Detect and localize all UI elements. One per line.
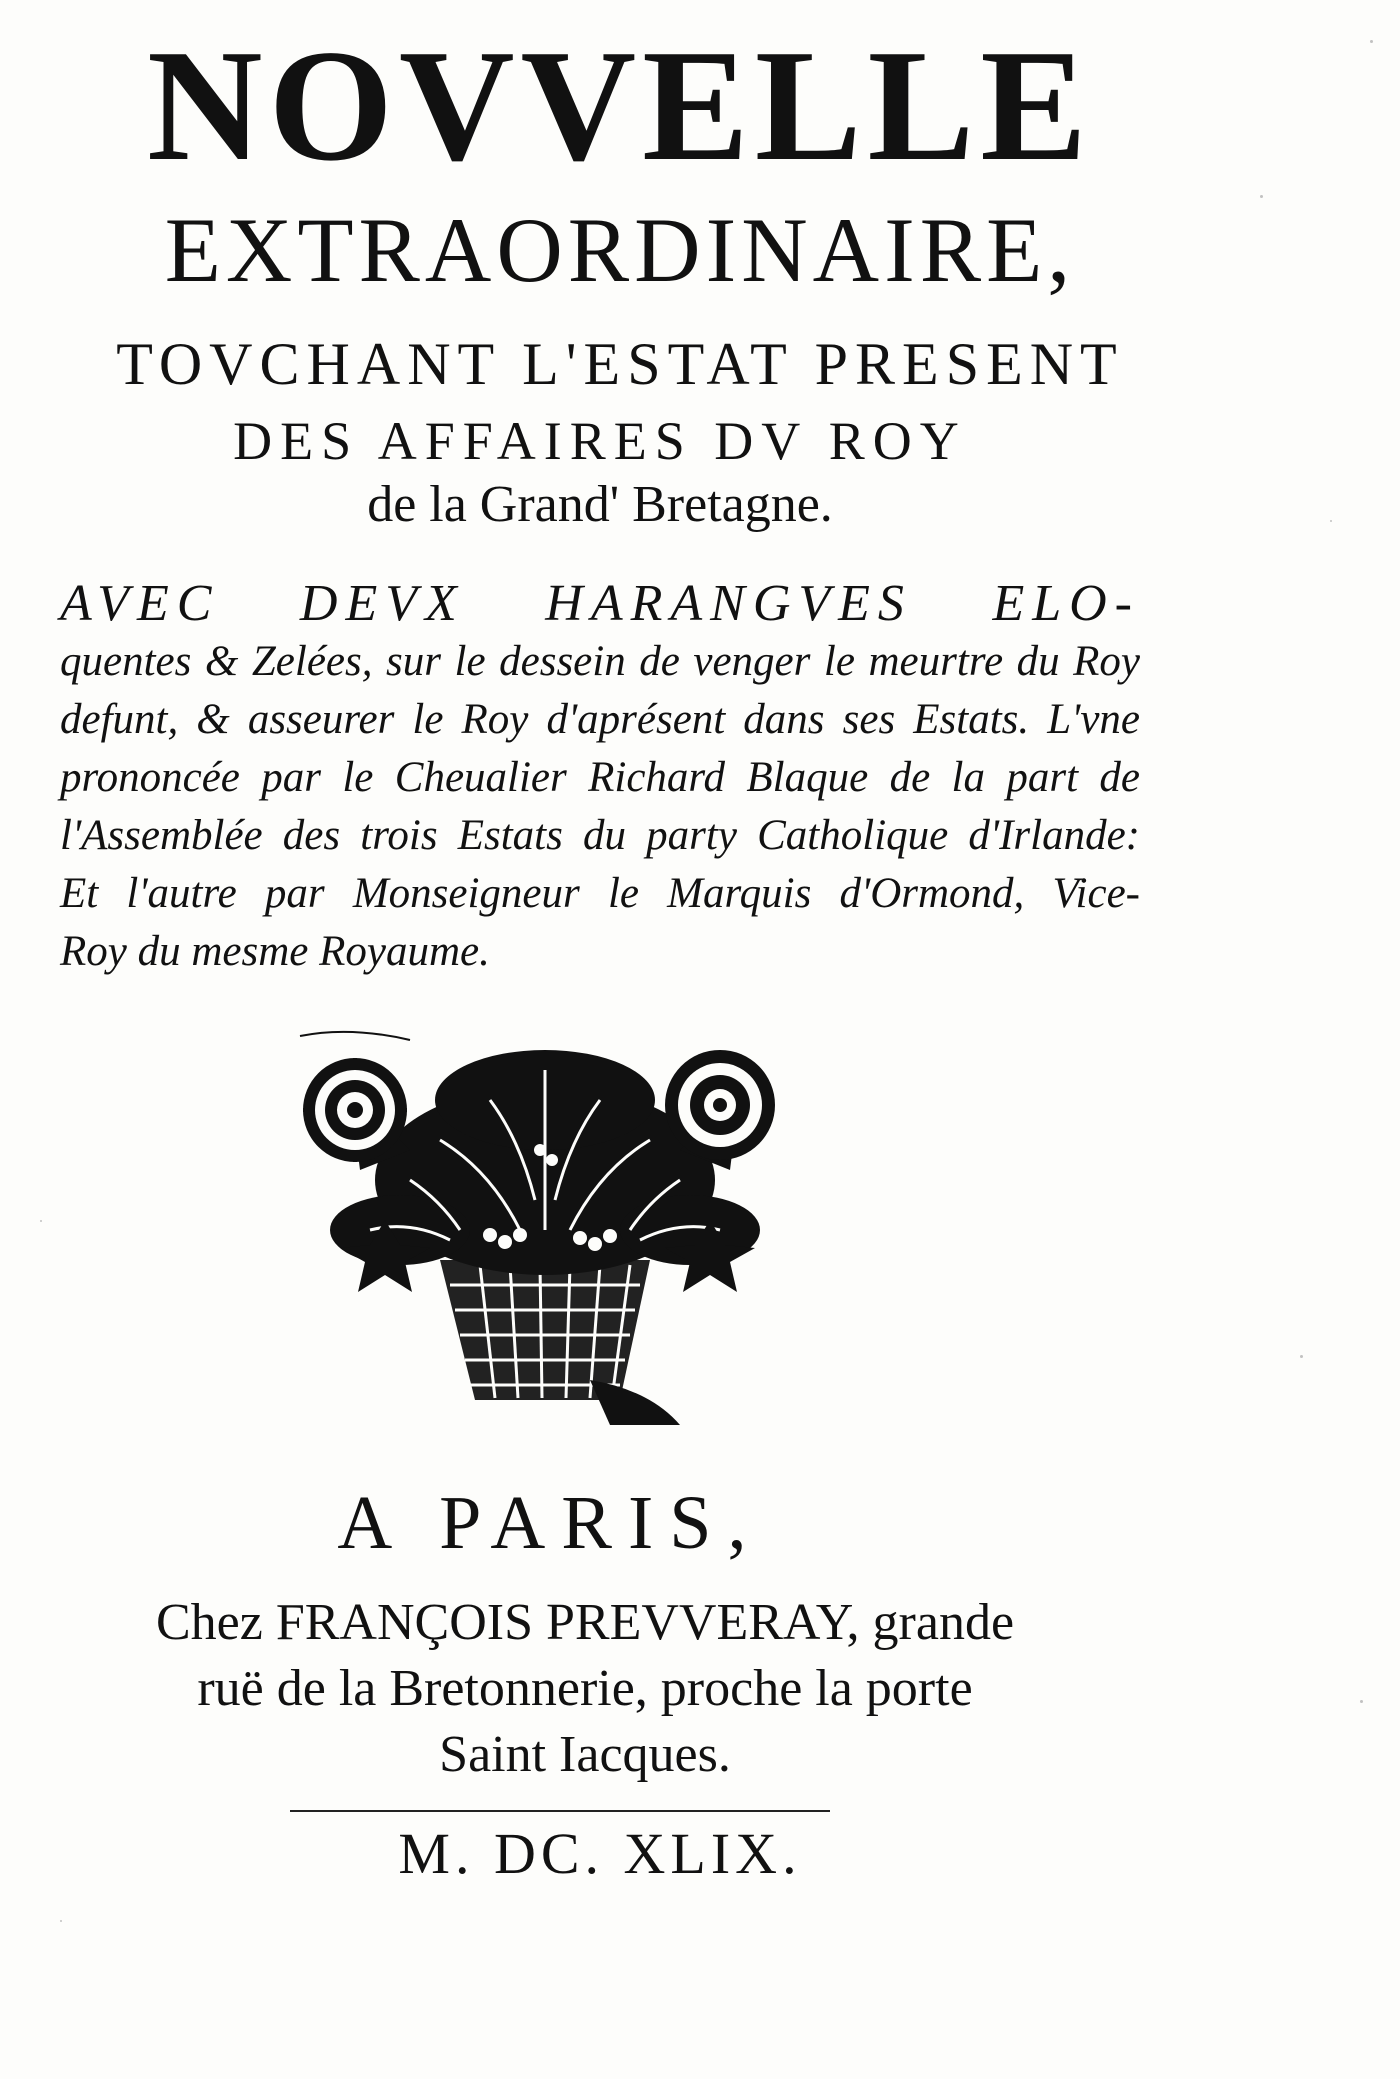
scan-speck <box>1260 195 1263 198</box>
imprint-line-3: Saint Iacques. <box>439 1726 731 1783</box>
sub-title: EXTRAORDINAIRE, <box>164 199 1076 301</box>
scan-speck <box>1330 520 1332 522</box>
imprint-block <box>20 1590 1150 1788</box>
imprint-line-1: Chez FRANÇOIS PREVVERAY, grande <box>155 1594 1015 1651</box>
description-lead: AVEC DEVX HARANGVES ELO- <box>60 575 1140 632</box>
description-row: Roy du mesme Royaume. <box>60 928 490 975</box>
imprint-place: A PARIS, <box>337 1481 763 1565</box>
description-row: Et l'autre par Monseigneur le Marquis d'Ormond, Vice- <box>60 870 1140 917</box>
subject-line-3: de la Grand' Bretagne. <box>367 476 833 533</box>
scan-speck <box>1360 1700 1363 1703</box>
imprint-line-2: ruë de la Bretonnerie, proche la porte <box>197 1660 973 1717</box>
scan-speck <box>60 1920 62 1922</box>
description-row: quentes & Zelées, sur le dessein de venger le meurtre du Roy <box>60 638 1140 685</box>
publication-date: M. DC. XLIX. <box>398 1821 802 1886</box>
description-row: defunt, & asseurer le Roy d'aprésent dans ses Estats. L'vne <box>60 696 1140 743</box>
scan-speck <box>1370 40 1373 43</box>
scan-speck <box>1300 1355 1303 1358</box>
divider-rule <box>290 1810 830 1812</box>
scan-speck <box>40 1220 42 1222</box>
subject-line-1: TOVCHANT L'ESTAT PRESENT <box>116 331 1124 397</box>
subject-line-2: DES AFFAIRES DV ROY <box>233 411 967 471</box>
flower-basket-ornament <box>290 1030 800 1430</box>
description-block <box>60 575 1140 981</box>
description-row: prononcée par le Cheualier Richard Blaque de la part de <box>60 754 1140 801</box>
main-title: NOVVELLE <box>147 16 1093 194</box>
description-row: l'Assemblée des trois Estats du party Catholique d'Irlande: <box>60 812 1140 859</box>
